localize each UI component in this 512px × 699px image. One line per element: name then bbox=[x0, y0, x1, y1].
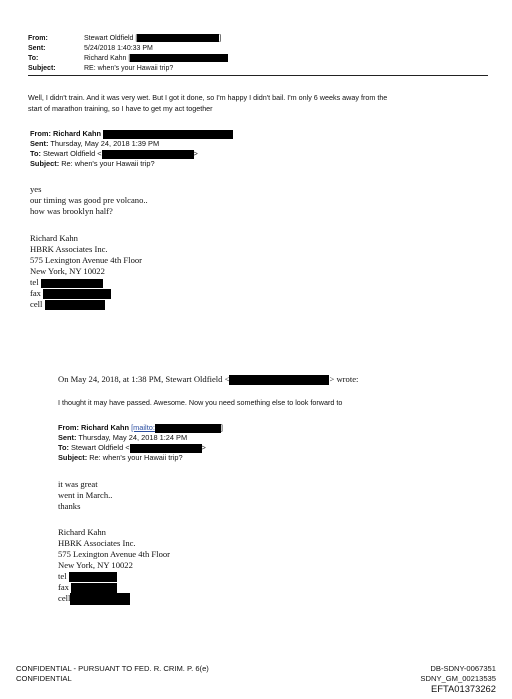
redaction bbox=[70, 593, 130, 605]
msg3-subject-value: Re: when's your Hawaii trip? bbox=[87, 453, 183, 462]
redaction bbox=[69, 572, 117, 582]
sig1-cell-label: cell bbox=[30, 299, 43, 309]
sig2-fax-row bbox=[58, 582, 117, 593]
subject-value: RE: when's your Hawaii trip? bbox=[84, 65, 174, 72]
msg2-subject-row bbox=[30, 159, 155, 169]
msg3-line-1: it was great bbox=[58, 479, 98, 489]
redaction bbox=[45, 300, 105, 310]
sig2-city: New York, NY 10022 bbox=[58, 560, 133, 570]
from-end: ] bbox=[219, 35, 222, 42]
msg3-to-value: Stewart Oldfield < bbox=[68, 443, 130, 452]
msg3-mailto-link[interactable]: [mailto: bbox=[131, 423, 155, 432]
msg3-sent-value: Thursday, May 24, 2018 1:24 PM bbox=[76, 433, 188, 442]
msg2-from-row bbox=[30, 129, 233, 139]
header-divider bbox=[28, 75, 488, 76]
sig2-tel-label: tel bbox=[58, 571, 67, 581]
top-sent-row bbox=[28, 44, 153, 53]
quote-attribution bbox=[58, 374, 358, 385]
msg2-sent-value: Thursday, May 24, 2018 1:39 PM bbox=[48, 139, 160, 148]
msg3-from-row bbox=[58, 423, 223, 433]
footer-confidential: CONFIDENTIAL bbox=[16, 674, 72, 683]
msg3-to-end: > bbox=[201, 443, 206, 452]
sig2-tel-row bbox=[58, 571, 117, 582]
redaction bbox=[41, 279, 103, 288]
msg2-line-3: how was brooklyn half? bbox=[30, 206, 113, 216]
from-value: Stewart Oldfield [ bbox=[84, 35, 138, 42]
msg2-line-1: yes bbox=[30, 184, 42, 194]
sig2-name: Richard Kahn bbox=[58, 527, 106, 537]
subject-label: Subject: bbox=[28, 65, 56, 72]
sig2-address: 575 Lexington Avenue 4th Floor bbox=[58, 549, 171, 559]
msg3-subject-row bbox=[58, 453, 183, 463]
sig1-cell-row bbox=[30, 299, 105, 310]
redaction bbox=[155, 424, 221, 433]
top-subject-row bbox=[28, 64, 173, 73]
msg2-from: From: Richard Kahn bbox=[30, 129, 104, 138]
msg3-from: From: Richard Kahn bbox=[58, 423, 132, 432]
msg2-to-end: > bbox=[193, 149, 198, 158]
sig1-fax-label: fax bbox=[30, 288, 41, 298]
top-body-line-2: start of marathon training, so I have to get my act together bbox=[28, 104, 213, 113]
quote-prefix: On May 24, 2018, at 1:38 PM, Stewart Oldfield < bbox=[58, 374, 230, 384]
redaction bbox=[103, 130, 233, 139]
msg3-from-end: ] bbox=[220, 423, 223, 432]
msg3-sent-label: Sent: bbox=[58, 433, 77, 442]
sent-value: 5/24/2018 1:40:33 PM bbox=[84, 45, 153, 52]
msg2-to-row bbox=[30, 149, 198, 159]
footer-confidential-rule: CONFIDENTIAL - PURSUANT TO FED. R. CRIM. P. 6(e) bbox=[16, 664, 209, 673]
from-label: From: bbox=[28, 35, 48, 42]
sig1-tel-label: tel bbox=[30, 277, 39, 287]
to-label: To: bbox=[28, 55, 39, 62]
msg2-to-value: Stewart Oldfield < bbox=[40, 149, 102, 158]
top-body-line-1: Well, I didn't train. And it was very wet. But I got it done, so I'm happy I didn't bail. I'm only 6 weeks away from the bbox=[28, 93, 388, 102]
sig1-name: Richard Kahn bbox=[30, 233, 78, 243]
sig1-company: HBRK Associates Inc. bbox=[30, 244, 108, 254]
msg2-to-label: To: bbox=[30, 149, 41, 158]
footer-bates-db: DB-SDNY-0067351 bbox=[430, 664, 496, 673]
top-from-row bbox=[28, 34, 221, 43]
redaction bbox=[43, 289, 111, 299]
quote-body: I thought it may have passed. Awesome. Now you need something else to look forward to bbox=[58, 398, 343, 407]
quote-suffix: > wrote: bbox=[329, 374, 359, 384]
sig2-fax-label: fax bbox=[58, 582, 69, 592]
redaction bbox=[130, 444, 202, 453]
redaction bbox=[71, 583, 117, 593]
sig2-cell-label: cell bbox=[58, 593, 71, 603]
sig1-tel-row bbox=[30, 277, 103, 288]
msg2-line-2: our timing was good pre volcano.. bbox=[30, 195, 148, 205]
msg2-sent-row bbox=[30, 139, 159, 149]
msg3-line-3: thanks bbox=[58, 501, 81, 511]
msg3-sent-row bbox=[58, 433, 187, 443]
msg2-subject-value: Re: when's your Hawaii trip? bbox=[59, 159, 155, 168]
sig2-cell-row bbox=[58, 593, 130, 605]
msg3-to-row bbox=[58, 443, 206, 453]
sent-label: Sent: bbox=[28, 45, 46, 52]
msg2-sent-label: Sent: bbox=[30, 139, 49, 148]
top-to-row bbox=[28, 54, 228, 63]
footer-efta-number: EFTA01373262 bbox=[431, 683, 496, 694]
msg2-subject-label: Subject: bbox=[30, 159, 60, 168]
sig1-fax-row bbox=[30, 288, 111, 299]
redaction bbox=[229, 375, 329, 385]
msg3-to-label: To: bbox=[58, 443, 69, 452]
sig2-company: HBRK Associates Inc. bbox=[58, 538, 136, 548]
msg3-subject-label: Subject: bbox=[58, 453, 88, 462]
sig1-address: 575 Lexington Avenue 4th Floor bbox=[30, 255, 143, 265]
to-value: Richard Kahn [ bbox=[84, 55, 131, 62]
footer-bates-sdny: SDNY_GM_00213535 bbox=[420, 674, 496, 683]
redaction bbox=[102, 150, 194, 159]
redaction bbox=[137, 34, 222, 42]
msg3-line-2: went in March.. bbox=[58, 490, 113, 500]
redaction bbox=[130, 54, 228, 62]
sig1-city: New York, NY 10022 bbox=[30, 266, 105, 276]
